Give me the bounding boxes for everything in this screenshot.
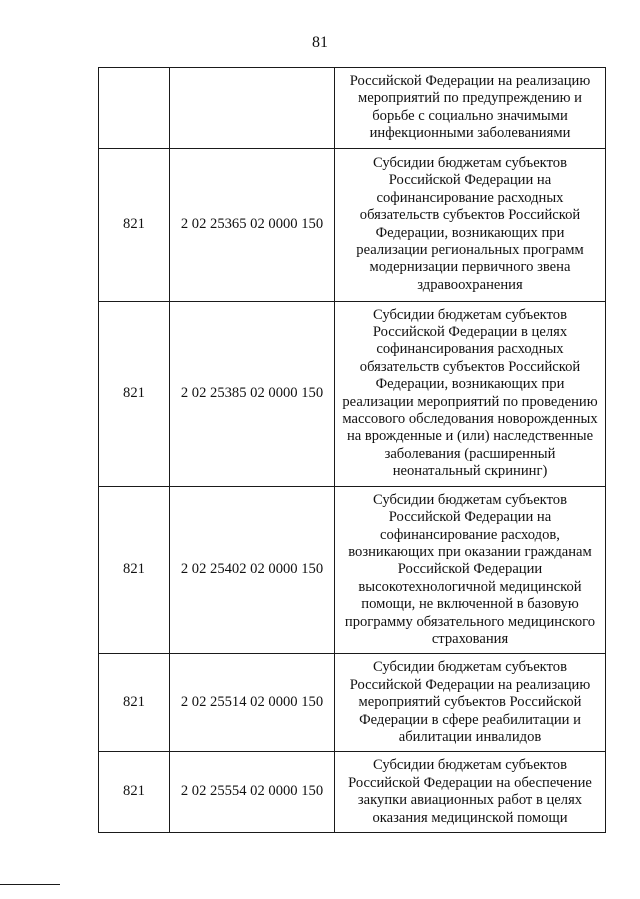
admin-code-cell: 821	[99, 148, 170, 301]
page-number: 81	[312, 34, 328, 51]
admin-code-cell	[99, 68, 170, 149]
table-row	[99, 486, 606, 654]
budget-classification-table	[98, 67, 606, 833]
table-row	[99, 752, 606, 833]
budget-code-cell: 2 02 25402 02 0000 150	[170, 486, 335, 654]
budget-code-cell: 2 02 25385 02 0000 150	[170, 301, 335, 486]
table-row	[99, 148, 606, 301]
admin-code-cell: 821	[99, 301, 170, 486]
income-name-cell: Субсидии бюджетам субъектов Российской Федерации на софинансирование расходов, возникающих при оказании гражданам Российской Федерации высокотехнологичной медицинской помощи, не включенной в базовую программу обязательного медицинского страхования	[335, 486, 606, 654]
budget-code-cell: 2 02 25514 02 0000 150	[170, 654, 335, 752]
income-name-cell: Российской Федерации на реализацию мероприятий по предупреждению и борьбе с социально значимыми инфекционными заболеваниями	[335, 68, 606, 149]
table-row	[99, 68, 606, 149]
income-name-cell: Субсидии бюджетам субъектов Российской Федерации на софинансирование расходных обязательств субъектов Российской Федерации, возникающих при реализации региональных программ модернизации первичного звена здравоохранения	[335, 148, 606, 301]
admin-code-cell: 821	[99, 654, 170, 752]
budget-code-cell	[170, 68, 335, 149]
income-name-cell: Субсидии бюджетам субъектов Российской Федерации на реализацию мероприятий субъектов Российской Федерации в сфере реабилитации и абилитации инвалидов	[335, 654, 606, 752]
table-row	[99, 301, 606, 486]
income-name-cell: Субсидии бюджетам субъектов Российской Федерации в целях софинансирования расходных обязательств субъектов Российской Федерации, возникающих при реализации мероприятий по проведению массового обследования новорожденных на врожденные и (или) наследственные заболевания (расширенный неонатальный скрининг)	[335, 301, 606, 486]
admin-code-cell: 821	[99, 486, 170, 654]
budget-code-cell: 2 02 25554 02 0000 150	[170, 752, 335, 833]
budget-code-cell: 2 02 25365 02 0000 150	[170, 148, 335, 301]
table-row	[99, 654, 606, 752]
footnote-separator-line	[0, 884, 60, 885]
income-name-cell: Субсидии бюджетам субъектов Российской Федерации на обеспечение закупки авиационных работ в целях оказания медицинской помощи	[335, 752, 606, 833]
admin-code-cell: 821	[99, 752, 170, 833]
